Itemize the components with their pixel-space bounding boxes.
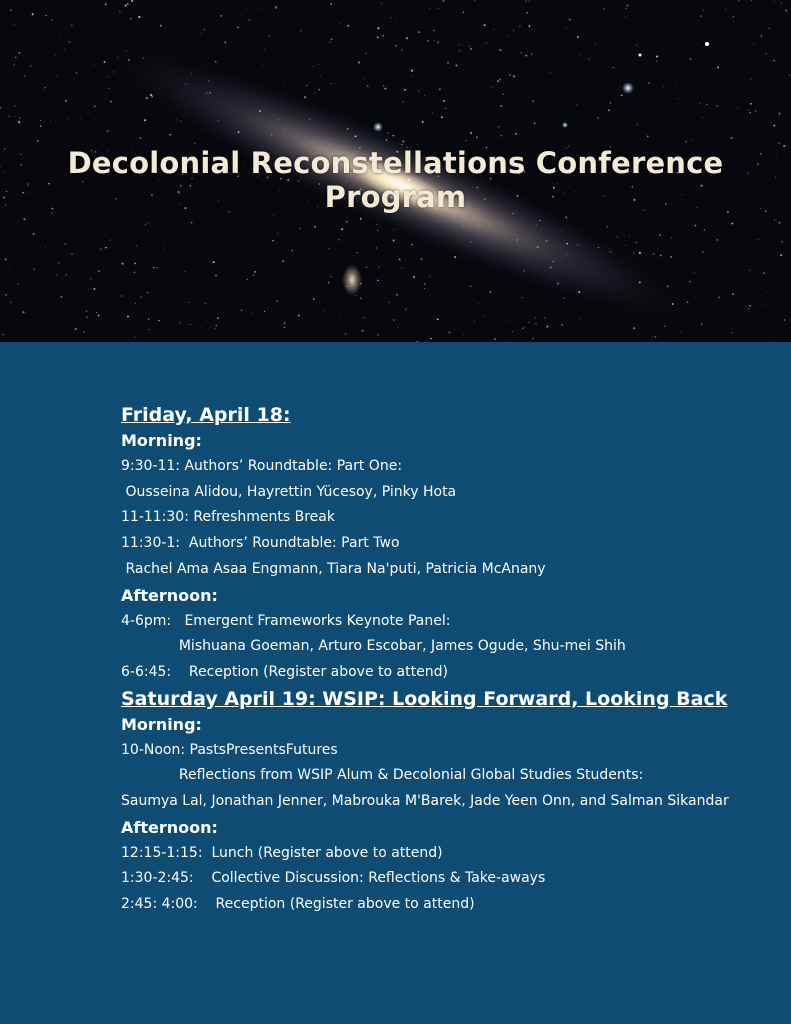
schedule-line: Ousseina Alidou, Hayrettin Yücesoy, Pinky Hota <box>121 483 457 500</box>
schedule-line: 2:45: 4:00: Reception (Register above to attend) <box>121 896 475 913</box>
program-schedule <box>121 402 761 918</box>
schedule-line: 12:15-1:15: Lunch (Register above to attend) <box>121 844 443 861</box>
saturday-morning-label: Morning: <box>121 714 202 734</box>
page-title: Decolonial Reconstellations Conference Program <box>67 146 724 214</box>
galaxy-banner <box>0 0 791 342</box>
schedule-line: 1:30-2:45: Collective Discussion: Reflections & Take-aways <box>121 870 546 887</box>
schedule-line: 4-6pm: Emergent Frameworks Keynote Panel: <box>121 612 451 629</box>
friday-heading: Friday, April 18: <box>121 404 291 426</box>
schedule-line: Mishuana Goeman, Arturo Escobar, James Ogude, Shu-mei Shih <box>121 638 626 655</box>
schedule-line: Saumya Lal, Jonathan Jenner, Mabrouka M'Barek, Jade Yeen Onn, and Salman Sikandar <box>121 793 729 810</box>
saturday-heading: Saturday April 19: WSIP: Looking Forward, Looking Back <box>121 687 728 710</box>
schedule-line: Rachel Ama Asaa Engmann, Tiara Na'puti, Patricia McAnany <box>121 560 546 577</box>
saturday-afternoon-label: Afternoon: <box>121 817 218 837</box>
schedule-line: 10-Noon: PastsPresentsFutures <box>121 741 338 758</box>
schedule-line: 11:30-1: Authors’ Roundtable: Part Two <box>121 535 400 552</box>
schedule-line: 9:30-11: Authors’ Roundtable: Part One: <box>121 458 403 474</box>
friday-afternoon-label: Afternoon: <box>121 585 218 605</box>
schedule-line: 11-11:30: Refreshments Break <box>121 509 335 526</box>
friday-morning-label: Morning: <box>121 431 202 450</box>
schedule-line: 6-6:45: Reception (Register above to attend) <box>121 663 448 680</box>
schedule-line: Reflections from WSIP Alum & Decolonial Global Studies Students: <box>121 767 644 784</box>
